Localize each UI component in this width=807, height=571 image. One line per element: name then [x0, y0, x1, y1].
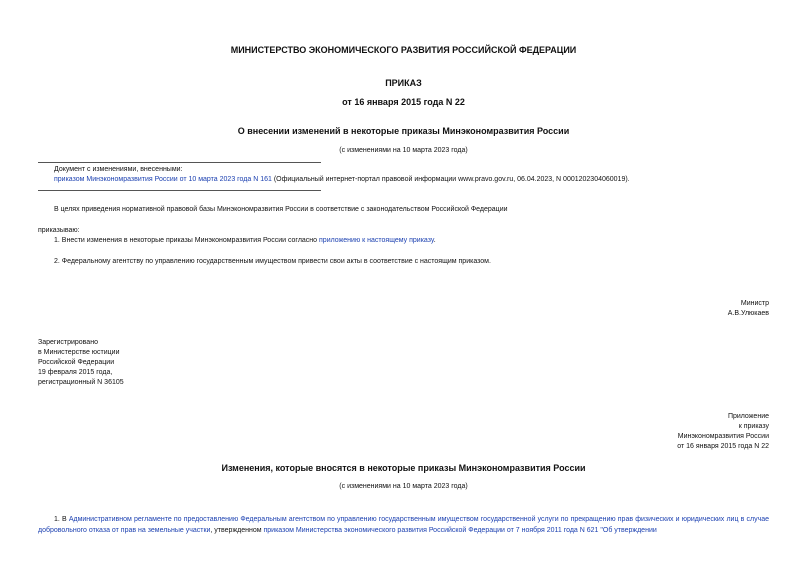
order-item-1	[54, 237, 436, 244]
amendments-note: (с изменениями на 10 марта 2023 года)	[339, 147, 468, 154]
appendix-line-1: Приложение	[727, 413, 769, 420]
order-item-2: 2. Федеральному агентству по управлению государственным имуществом привести свои акты в соответствие с настоящим приказом.	[54, 258, 491, 265]
preamble: В целях приведения нормативной правовой базы Минэкономразвития России в соответствие с законодательством Российской Федерации	[54, 206, 508, 213]
top-divider	[38, 162, 321, 163]
appendix-p1-start: 1. В	[54, 516, 69, 523]
doc-date-heading: от 16 января 2015 года N 22	[342, 97, 465, 107]
order-621-link[interactable]: приказом Министерства экономического развития Российской Федерации от 7 ноября 2011 года N 621 "Об утверждении	[263, 527, 657, 534]
doc-title: О внесении изменений в некоторые приказы Минэкономразвития России	[237, 126, 570, 136]
registration-line-4: 19 февраля 2015 года,	[38, 369, 113, 376]
changes-source: (Официальный интернет-портал правовой информации www.pravo.gov.ru, 06.04.2023, N 0001202304060019).	[271, 176, 630, 183]
regulation-link[interactable]: Административном регламенте по предоставлению Федеральным агентством по управлению государственным имуществом государственной услуги по прекращению прав физических и юридических лиц в случае добровольного отказа от прав на земельные участки	[38, 516, 769, 534]
appendix-line-2: к приказу	[738, 423, 769, 430]
registration-line-5: регистрационный N 36105	[38, 379, 124, 386]
order-item-1-text: 1. Внести изменения в некоторые приказы Минэкономразвития России согласно	[54, 237, 320, 244]
appendix-block	[677, 412, 769, 452]
appendix-title: Изменения, которые вносятся в некоторые приказы Минэкономразвития России	[221, 463, 586, 473]
bottom-divider	[38, 190, 321, 191]
appendix-line-4: от 16 января 2015 года N 22	[677, 443, 769, 450]
appendix-amendments-note: (с изменениями на 10 марта 2023 года)	[339, 483, 468, 490]
appendix-link[interactable]: приложению к настоящему приказу	[319, 237, 434, 244]
appendix-p1-mid: , утвержденном	[210, 527, 264, 534]
ministry-heading: МИНИСТЕРСТВО ЭКОНОМИЧЕСКОГО РАЗВИТИЯ РОССИЙСКОЙ ФЕДЕРАЦИИ	[230, 45, 577, 55]
changes-intro: Документ с изменениями, внесенными:	[54, 166, 183, 173]
appendix-line-3: Минэкономразвития России	[677, 433, 769, 440]
signature-block	[728, 299, 769, 319]
registration-block	[38, 338, 124, 388]
registration-line-2: в Министерстве юстиции	[38, 349, 120, 356]
appendix-paragraph-1	[38, 514, 769, 536]
doc-type-heading: ПРИКАЗ	[385, 78, 422, 88]
amending-order-link[interactable]: приказом Минэкономразвития России от 10 марта 2023 года N 161	[54, 176, 272, 183]
signature-name: А.В.Улюкаев	[727, 310, 769, 317]
registration-line-3: Российской Федерации	[38, 359, 115, 366]
signature-position: Министр	[740, 300, 769, 307]
registration-line-1: Зарегистрировано	[38, 339, 98, 346]
order-item-1-end: .	[433, 237, 436, 244]
changes-line	[54, 176, 630, 183]
order-word: приказываю:	[38, 227, 80, 234]
